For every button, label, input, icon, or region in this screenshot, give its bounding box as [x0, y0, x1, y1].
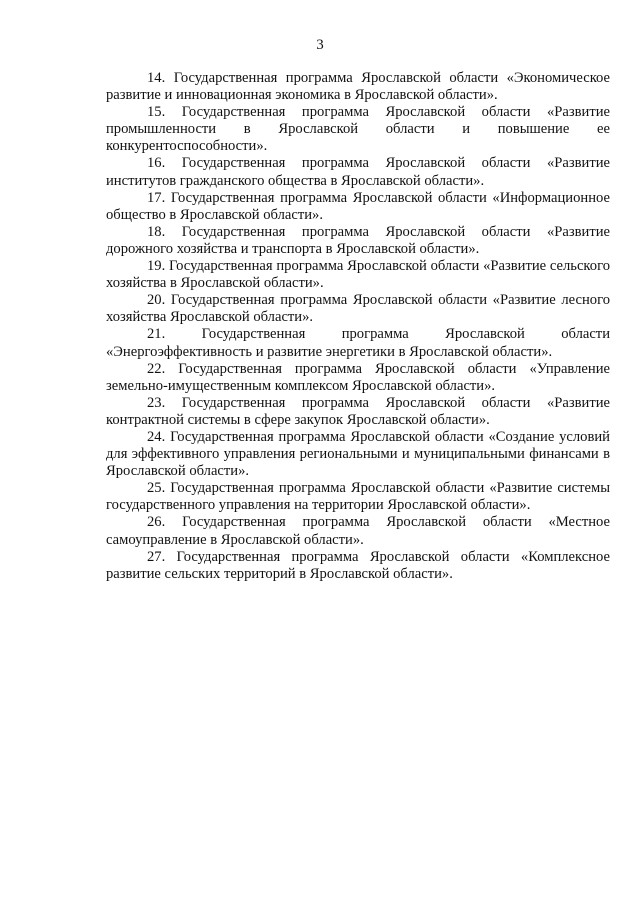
list-item-21: 21. Государственная программа Ярославской области «Энергоэффективность и развитие энергетики в Ярославской области». [106, 326, 610, 360]
list-item-23: 23. Государственная программа Ярославской области «Развитие контрактной системы в сфере закупок Ярославской области». [106, 394, 610, 428]
list-item-20: 20. Государственная программа Ярославской области «Развитие лесного хозяйства Ярославской области». [106, 292, 610, 326]
list-item-19: 19. Государственная программа Ярославской области «Развитие сельского хозяйства в Ярославской области». [106, 258, 610, 292]
list-item-22: 22. Государственная программа Ярославской области «Управление земельно-имущественным комплексом Ярославской области». [106, 360, 610, 394]
list-item-15: 15. Государственная программа Ярославской области «Развитие промышленности в Ярославской области и повышение ее конкурентоспособности». [106, 104, 610, 155]
program-list [106, 70, 610, 583]
list-item-17: 17. Государственная программа Ярославской области «Информационное общество в Ярославской области». [106, 189, 610, 223]
list-item-27: 27. Государственная программа Ярославской области «Комплексное развитие сельских территорий в Ярославской области». [106, 548, 610, 582]
list-item-18: 18. Государственная программа Ярославской области «Развитие дорожного хозяйства и транспорта в Ярославской области». [106, 223, 610, 257]
list-item-26: 26. Государственная программа Ярославской области «Местное самоуправление в Ярославской области». [106, 514, 610, 548]
list-item-24: 24. Государственная программа Ярославской области «Создание условий для эффективного управления региональными и муниципальными финансами в Ярославской области». [106, 428, 610, 480]
page-number: 3 [316, 37, 324, 53]
list-item-16: 16. Государственная программа Ярославской области «Развитие институтов гражданского общества в Ярославской области». [106, 155, 610, 189]
list-item-14: 14. Государственная программа Ярославской области «Экономическое развитие и инновационная экономика в Ярославской области». [106, 70, 610, 104]
list-item-25: 25. Государственная программа Ярославской области «Развитие системы государственного управления на территории Ярославской области». [106, 480, 610, 514]
